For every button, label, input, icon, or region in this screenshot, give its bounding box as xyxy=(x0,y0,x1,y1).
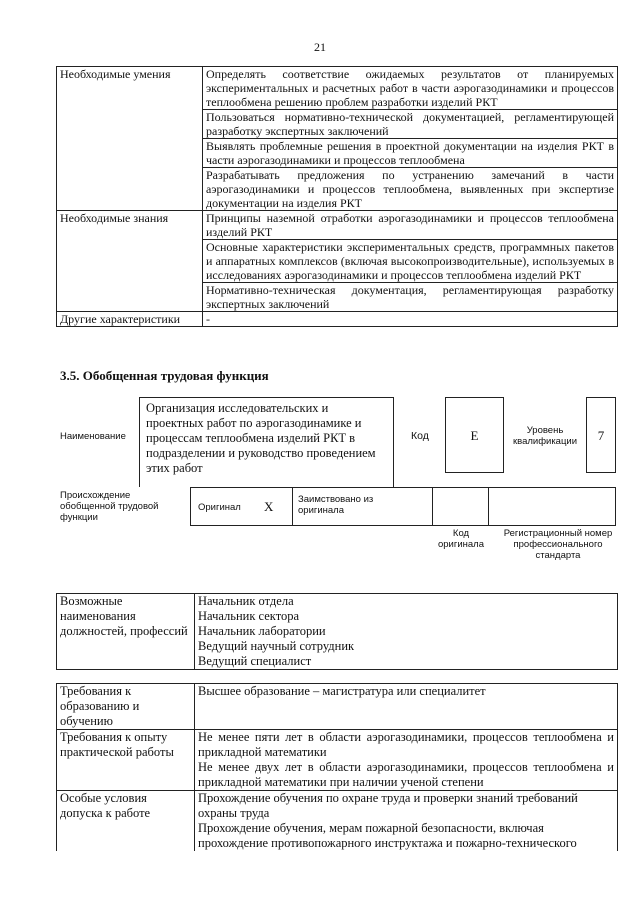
code-value-box xyxy=(445,397,504,473)
role-item: Начальник лаборатории xyxy=(198,624,326,638)
table-row xyxy=(57,791,618,852)
code-label: Код xyxy=(411,430,429,442)
original-label: Оригинал xyxy=(198,502,241,513)
level-value: 7 xyxy=(597,428,605,443)
req-cell xyxy=(195,730,618,791)
table-row xyxy=(57,211,618,240)
code-caption: Код оригинала xyxy=(437,528,484,550)
req-item: Не менее пяти лет в области аэрогазодинамики, процессов теплообмена и прикладной математики xyxy=(198,730,614,759)
origin-divider xyxy=(432,487,433,526)
knowledge-item: Основные характеристики экспериментальных средств, программных пакетов и аппаратных комплексов (включая высокопроизводительные), используемых в исследованиях аэрогазодинамики и процессов теплообмена изделий РКТ xyxy=(203,240,618,283)
req-item: Прохождение обучения, мерам пожарной безопасности, включая прохождение противопожарного инструктажа и пожарно-технического xyxy=(198,821,577,850)
roles-list xyxy=(195,594,618,670)
other-item: - xyxy=(203,312,618,327)
req-label-experience: Требования к опыту практической работы xyxy=(57,730,195,791)
skills-table xyxy=(56,66,618,327)
role-item: Начальник отдела xyxy=(198,594,294,608)
knowledge-item: Нормативно-техническая документация, регламентирующая разработку экспертных заключений xyxy=(203,283,618,312)
req-cell xyxy=(195,791,618,852)
knowledge-item: Принципы наземной отработки аэрогазодинамики и процессов теплообмена изделий РКТ xyxy=(203,211,618,240)
origin-divider xyxy=(292,487,293,526)
skill-item: Определять соответствие ожидаемых результатов от планируемых экспериментальных и расчетных работ в части аэрогазодинамики и процессов теплообмена решению проблем разработки изделий РКТ xyxy=(203,67,618,110)
skill-item: Выявлять проблемные решения в проектной документации на изделия РКТ в части аэрогазодинамики и процессов теплообмена xyxy=(203,139,618,168)
skill-item: Разрабатывать предложения по устранению замечаний в части аэрогазодинамики и процессов теплообмена, выявленных при экспертизе документации на изделия РКТ xyxy=(203,168,618,211)
table-row xyxy=(57,312,618,327)
name-label: Наименование xyxy=(60,431,126,442)
level-label: Уровень квалификации xyxy=(512,425,578,447)
original-mark: X xyxy=(264,499,274,514)
name-value: Организация исследовательских и проектных работ по аэрогазодинамике и процессам теплообмена изделий РКТ в подразделении и руководство проведением этих работ xyxy=(146,401,376,475)
row-label-other: Другие характеристики xyxy=(57,312,203,327)
origin-label: Происхождение обобщенной трудовой функции xyxy=(60,490,159,523)
page-number: 21 xyxy=(314,40,326,54)
skill-item: Пользоваться нормативно-технической документацией, регламентирующей разработку экспертных заключений xyxy=(203,110,618,139)
req-label-education: Требования к образованию и обучению xyxy=(57,684,195,730)
req-item: Прохождение обучения по охране труда и проверки знаний требований охраны труда xyxy=(198,791,578,820)
req-item: Высшее образование – магистратура или специалитет xyxy=(195,684,618,730)
role-item: Начальник сектора xyxy=(198,609,300,623)
level-value-box xyxy=(586,397,616,473)
reg-caption: Регистрационный номер профессионального стандарта xyxy=(503,528,613,561)
row-label-knowledge: Необходимые знания xyxy=(57,211,203,312)
code-value: E xyxy=(470,428,479,443)
roles-table xyxy=(56,593,618,670)
roles-label: Возможные наименования должностей, профессий xyxy=(57,594,195,670)
req-label-conditions: Особые условия допуска к работе xyxy=(57,791,195,852)
table-row xyxy=(57,594,618,670)
table-row xyxy=(57,67,618,110)
borrowed-label: Заимствовано из оригинала xyxy=(298,494,374,516)
requirements-table xyxy=(56,683,618,851)
table-row xyxy=(57,684,618,730)
role-item: Ведущий научный сотрудник xyxy=(198,639,355,653)
role-item: Ведущий специалист xyxy=(198,654,312,668)
row-label-skills: Необходимые умения xyxy=(57,67,203,211)
table-row xyxy=(57,730,618,791)
origin-divider xyxy=(488,487,489,526)
req-item: Не менее двух лет в области аэрогазодинамики, процессов теплообмена и прикладной математики при наличии ученой степени xyxy=(198,760,614,789)
name-value-box xyxy=(139,397,394,487)
section-title: 3.5. Обобщенная трудовая функция xyxy=(60,368,269,383)
